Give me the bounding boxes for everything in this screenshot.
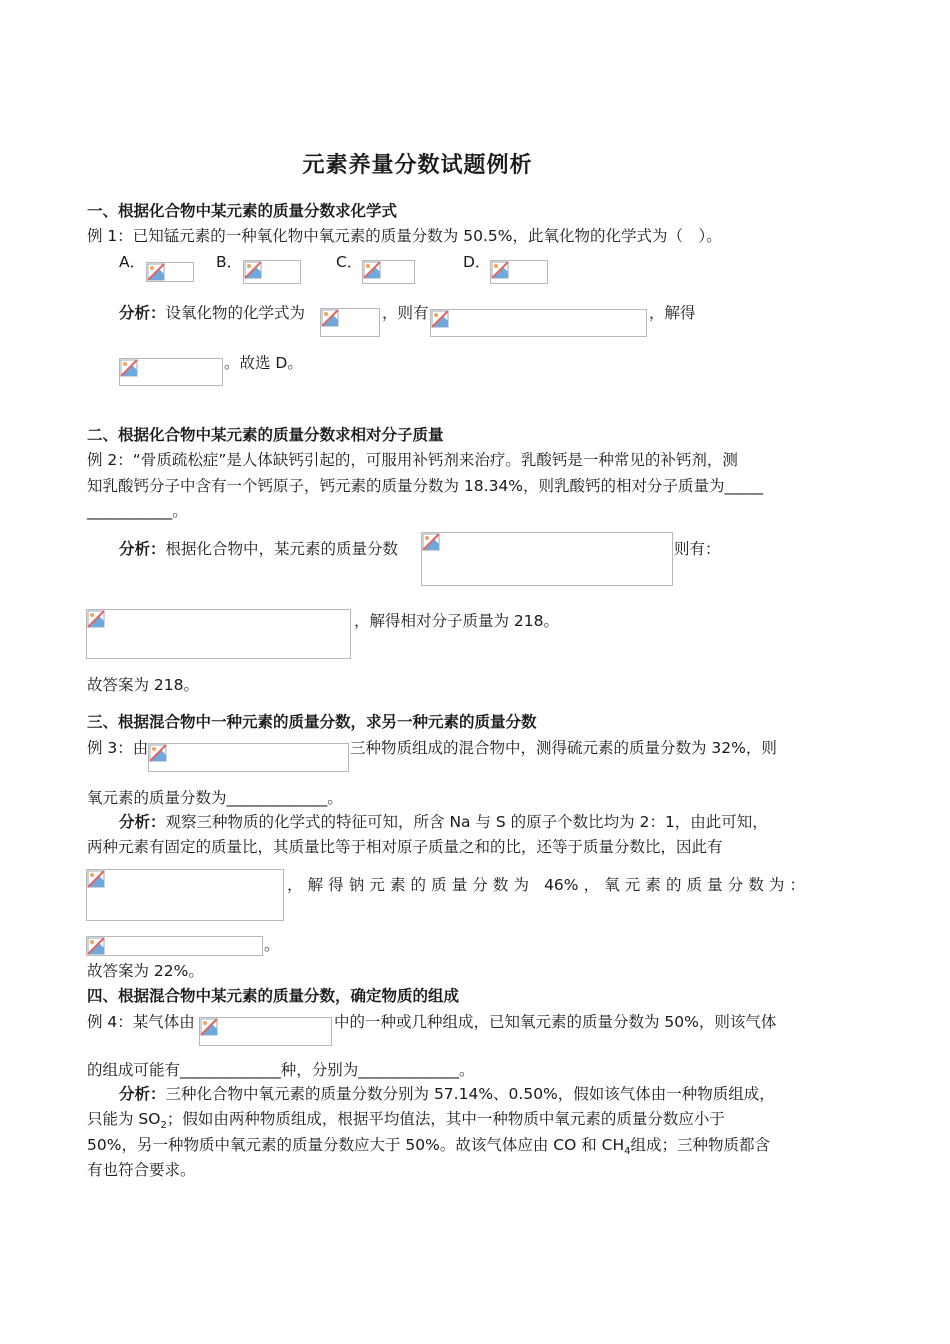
option-c-label: C． bbox=[336, 253, 363, 271]
broken-image-icon bbox=[200, 1018, 218, 1036]
analysis-2-text-2: 则有： bbox=[674, 540, 721, 558]
ratio-formula-image bbox=[86, 869, 284, 921]
example-4-text: 中的一种或几种组成，已知氧元素的质量分数为 50%，则该气体 bbox=[334, 1013, 777, 1031]
example-2-line-2: 知乳酸钙分子中含有一个钙原子，钙元素的质量分数为 18.34%，则乳酸钙的相对分子质量为_____ bbox=[87, 477, 764, 495]
calculation-image bbox=[86, 609, 351, 659]
example-4-line-2: 的组成可能有_____________种，分别为_____________。 bbox=[87, 1061, 475, 1079]
broken-image-icon bbox=[87, 937, 105, 955]
analysis-4-line-2: 只能为 $SO_2$；假如由两种物质组成，根据平均值法，其中一种物质中氧元素的质量分数应小于 bbox=[87, 1110, 725, 1132]
broken-image-icon bbox=[422, 533, 440, 551]
option-b-image bbox=[243, 260, 301, 284]
broken-image-icon bbox=[87, 610, 105, 628]
example-3-text: 三种物质组成的混合物中，测得硫元素的质量分数为 32%，则 bbox=[350, 739, 777, 757]
option-b-label: B． bbox=[216, 253, 243, 271]
analysis-label: 分析： bbox=[119, 1085, 166, 1103]
analysis-1-text-2: ，则有 bbox=[382, 304, 429, 322]
option-a-label: A． bbox=[119, 253, 146, 271]
analysis-1-line-1: 分析：设氧化物的化学式为 bbox=[119, 304, 306, 322]
example-2-line-1: 例 2：“骨质疏松症”是人体缺钙引起的，可服用补钙剂来治疗。乳酸钙是一种常见的补钙剂，测 bbox=[87, 451, 738, 469]
compounds-image bbox=[148, 743, 349, 772]
analysis-label: 分析： bbox=[119, 813, 166, 831]
formula-image bbox=[320, 308, 380, 337]
answer-3: 故答案为 22%。 bbox=[87, 962, 204, 980]
broken-image-icon bbox=[120, 359, 138, 377]
example-3-prefix: 例 3：由 bbox=[87, 739, 149, 757]
option-a-image bbox=[146, 262, 194, 282]
broken-image-icon bbox=[87, 870, 105, 888]
analysis-label: 分析： bbox=[119, 304, 166, 322]
option-c-image bbox=[362, 260, 415, 284]
section-3-heading: 三、根据混合物中一种元素的质量分数，求另一种元素的质量分数 bbox=[87, 713, 537, 731]
equation-image bbox=[430, 309, 647, 337]
analysis-1-text-3: ，解得 bbox=[649, 304, 696, 322]
broken-image-icon bbox=[321, 309, 339, 327]
analysis-4-line-3: 50%，另一种物质中氧元素的质量分数应大于 50%。故该气体应由 CO 和 $CH_4$组成；三种物质都含 bbox=[87, 1136, 771, 1158]
broken-image-icon bbox=[149, 744, 167, 762]
analysis-label: 分析： bbox=[119, 540, 166, 558]
result-image bbox=[119, 358, 223, 386]
answer-2: 故答案为 218。 bbox=[87, 676, 200, 694]
section-2-heading: 二、根据化合物中某元素的质量分数求相对分子质量 bbox=[87, 426, 444, 444]
section-1-heading: 一、根据化合物中某元素的质量分数求化学式 bbox=[87, 202, 398, 220]
broken-image-icon bbox=[147, 263, 165, 281]
section-4-heading: 四、根据混合物中某元素的质量分数，确定物质的组成 bbox=[87, 987, 460, 1005]
broken-image-icon bbox=[491, 261, 509, 279]
broken-image-icon bbox=[244, 261, 262, 279]
example-4-prefix: 例 4：某气体由 bbox=[87, 1013, 195, 1031]
broken-image-icon bbox=[363, 261, 381, 279]
page-title: 元素养量分数试题例析 bbox=[302, 153, 533, 178]
example-3-line-2: 氧元素的质量分数为_____________。 bbox=[87, 789, 343, 807]
analysis-4-line-1: 分析：三种化合物中氧元素的质量分数分别为 57.14%、0.50%，假如该气体由一种物质组成， bbox=[119, 1085, 775, 1103]
oxygen-fraction-image bbox=[86, 936, 263, 956]
analysis-3-line-3: ，解得钠元素的质量分数为 46%，氧元素的质量分数为： bbox=[287, 876, 805, 894]
analysis-3-end: 。 bbox=[264, 936, 280, 954]
gases-image bbox=[199, 1017, 332, 1046]
analysis-1-conclusion: 。故选 D。 bbox=[224, 354, 303, 372]
mass-fraction-formula-image bbox=[421, 532, 673, 586]
option-d-image bbox=[490, 260, 548, 284]
example-1-question: 例 1：已知锰元素的一种氧化物中氧元素的质量分数为 50.5%，此氧化物的化学式为（ ）。 bbox=[87, 227, 722, 245]
analysis-2-line-1: 分析：根据化合物中，某元素的质量分数 bbox=[119, 540, 399, 558]
analysis-2-result: ，解得相对分子质量为 218。 bbox=[354, 612, 560, 630]
analysis-3-line-1: 分析：观察三种物质的化学式的特征可知，所含 Na 与 S 的原子个数比均为 2：1，由此可知， bbox=[119, 813, 768, 831]
analysis-4-line-4: 有也符合要求。 bbox=[87, 1161, 196, 1179]
example-2-line-3: ___________。 bbox=[87, 502, 188, 520]
option-d-label: D． bbox=[463, 253, 491, 271]
analysis-3-line-2: 两种元素有固定的质量比，其质量比等于相对原子质量之和的比，还等于质量分数比，因此有 bbox=[87, 838, 723, 856]
broken-image-icon bbox=[431, 310, 449, 328]
